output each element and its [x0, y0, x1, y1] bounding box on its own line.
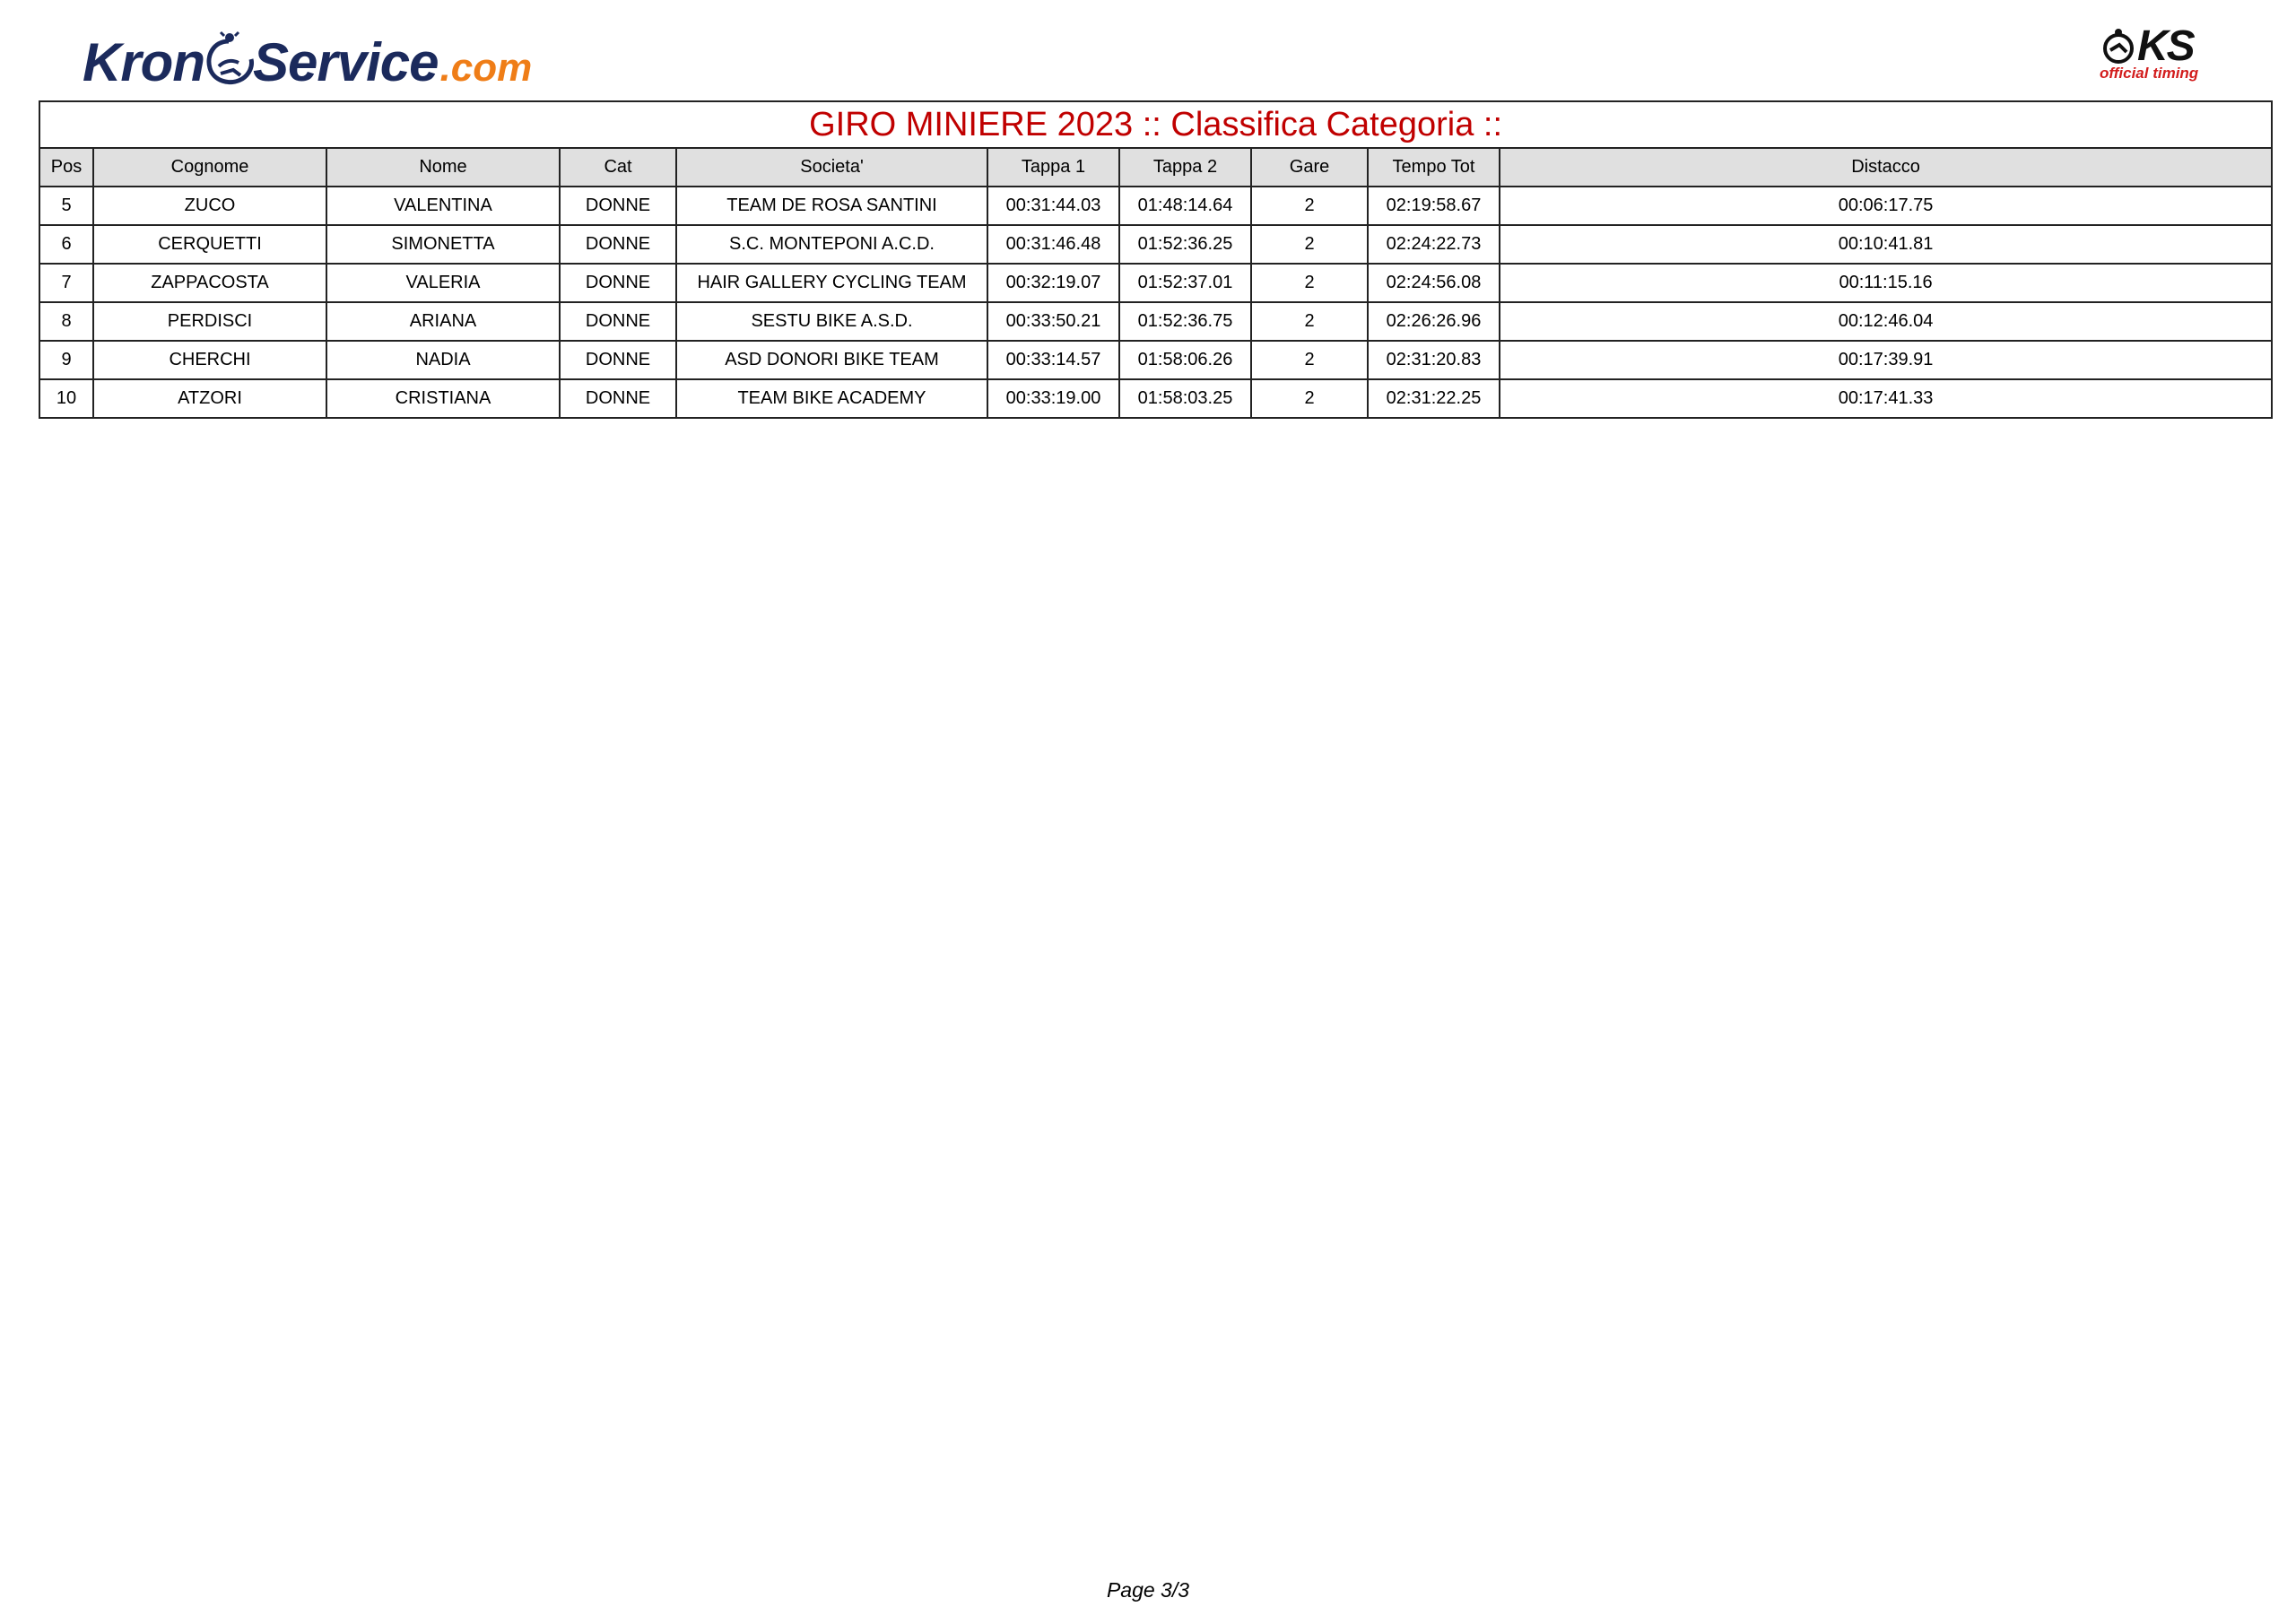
cell-societa: ASD DONORI BIKE TEAM: [676, 341, 987, 379]
cell-cat: DONNE: [560, 302, 676, 341]
table-row: [39, 187, 2272, 225]
cell-distacco: 00:17:39.91: [1500, 341, 2272, 379]
cell-cognome: CERQUETTI: [93, 225, 326, 264]
cell-tappa1: 00:33:14.57: [987, 341, 1119, 379]
cell-distacco: 00:11:15.16: [1500, 264, 2272, 302]
table-row: [39, 264, 2272, 302]
logo-text-kron: Kron: [83, 32, 204, 92]
column-header: Societa': [676, 148, 987, 187]
cell-pos: 6: [39, 225, 93, 264]
cell-nome: VALENTINA: [326, 187, 560, 225]
cell-cognome: ATZORI: [93, 379, 326, 418]
cell-cat: DONNE: [560, 187, 676, 225]
cell-cognome: ZUCO: [93, 187, 326, 225]
logo-text-dotcom: .com: [439, 46, 533, 90]
cell-tappa2: 01:48:14.64: [1119, 187, 1251, 225]
cell-cat: DONNE: [560, 264, 676, 302]
cell-nome: CRISTIANA: [326, 379, 560, 418]
cell-tempo-tot: 02:24:22.73: [1368, 225, 1500, 264]
cell-tappa2: 01:52:36.75: [1119, 302, 1251, 341]
column-header: Cat: [560, 148, 676, 187]
cell-tempo-tot: 02:26:26.96: [1368, 302, 1500, 341]
cell-gare: 2: [1251, 379, 1368, 418]
cell-tempo-tot: 02:31:20.83: [1368, 341, 1500, 379]
cell-tempo-tot: 02:24:56.08: [1368, 264, 1500, 302]
cell-pos: 10: [39, 379, 93, 418]
table-row: [39, 341, 2272, 379]
cell-pos: 5: [39, 187, 93, 225]
cell-societa: TEAM BIKE ACADEMY: [676, 379, 987, 418]
cell-cat: DONNE: [560, 341, 676, 379]
cell-pos: 7: [39, 264, 93, 302]
column-header: Tappa 1: [987, 148, 1119, 187]
cell-distacco: 00:06:17.75: [1500, 187, 2272, 225]
cell-distacco: 00:12:46.04: [1500, 302, 2272, 341]
cell-tempo-tot: 02:31:22.25: [1368, 379, 1500, 418]
cell-gare: 2: [1251, 302, 1368, 341]
kronservice-logo: [83, 20, 532, 90]
table-row: [39, 379, 2272, 418]
column-header: Tappa 2: [1119, 148, 1251, 187]
column-header: Tempo Tot: [1368, 148, 1500, 187]
cell-cognome: CHERCHI: [93, 341, 326, 379]
cell-nome: ARIANA: [326, 302, 560, 341]
cell-tappa2: 01:52:36.25: [1119, 225, 1251, 264]
cell-tappa1: 00:31:44.03: [987, 187, 1119, 225]
cell-distacco: 00:10:41.81: [1500, 225, 2272, 264]
runner-swirl-icon: [203, 30, 255, 90]
cell-cat: DONNE: [560, 225, 676, 264]
column-header: Pos: [39, 148, 93, 187]
cell-societa: HAIR GALLERY CYCLING TEAM: [676, 264, 987, 302]
cell-gare: 2: [1251, 187, 1368, 225]
cell-nome: SIMONETTA: [326, 225, 560, 264]
logo-text-service: Service: [252, 32, 439, 92]
cell-cognome: PERDISCI: [93, 302, 326, 341]
header-row: [39, 148, 2272, 187]
cell-pos: 8: [39, 302, 93, 341]
column-header: Cognome: [93, 148, 326, 187]
ks-tagline: official timing: [2100, 65, 2199, 82]
cell-tappa1: 00:33:19.00: [987, 379, 1119, 418]
cell-tappa1: 00:33:50.21: [987, 302, 1119, 341]
cell-tappa2: 01:58:03.25: [1119, 379, 1251, 418]
cell-tappa1: 00:32:19.07: [987, 264, 1119, 302]
cell-tappa2: 01:52:37.01: [1119, 264, 1251, 302]
column-header: Nome: [326, 148, 560, 187]
column-header: Gare: [1251, 148, 1368, 187]
runner-icon: [2098, 27, 2139, 68]
cell-pos: 9: [39, 341, 93, 379]
results-table: [39, 100, 2273, 419]
cell-nome: NADIA: [326, 341, 560, 379]
cell-cognome: ZAPPACOSTA: [93, 264, 326, 302]
page-title: GIRO MINIERE 2023 :: Classifica Categoria ::: [39, 101, 2272, 148]
column-header: Distacco: [1500, 148, 2272, 187]
cell-tappa2: 01:58:06.26: [1119, 341, 1251, 379]
ks-mark: KS: [2137, 22, 2194, 70]
cell-distacco: 00:17:41.33: [1500, 379, 2272, 418]
cell-societa: S.C. MONTEPONI A.C.D.: [676, 225, 987, 264]
page-number: Page 3/3: [1106, 1578, 1190, 1602]
cell-societa: TEAM DE ROSA SANTINI: [676, 187, 987, 225]
title-row: [39, 101, 2272, 148]
ks-official-timing-logo: [2094, 22, 2220, 88]
cell-gare: 2: [1251, 264, 1368, 302]
cell-tempo-tot: 02:19:58.67: [1368, 187, 1500, 225]
cell-cat: DONNE: [560, 379, 676, 418]
cell-gare: 2: [1251, 225, 1368, 264]
cell-societa: SESTU BIKE A.S.D.: [676, 302, 987, 341]
table-row: [39, 225, 2272, 264]
cell-nome: VALERIA: [326, 264, 560, 302]
cell-gare: 2: [1251, 341, 1368, 379]
table-row: [39, 302, 2272, 341]
cell-tappa1: 00:31:46.48: [987, 225, 1119, 264]
